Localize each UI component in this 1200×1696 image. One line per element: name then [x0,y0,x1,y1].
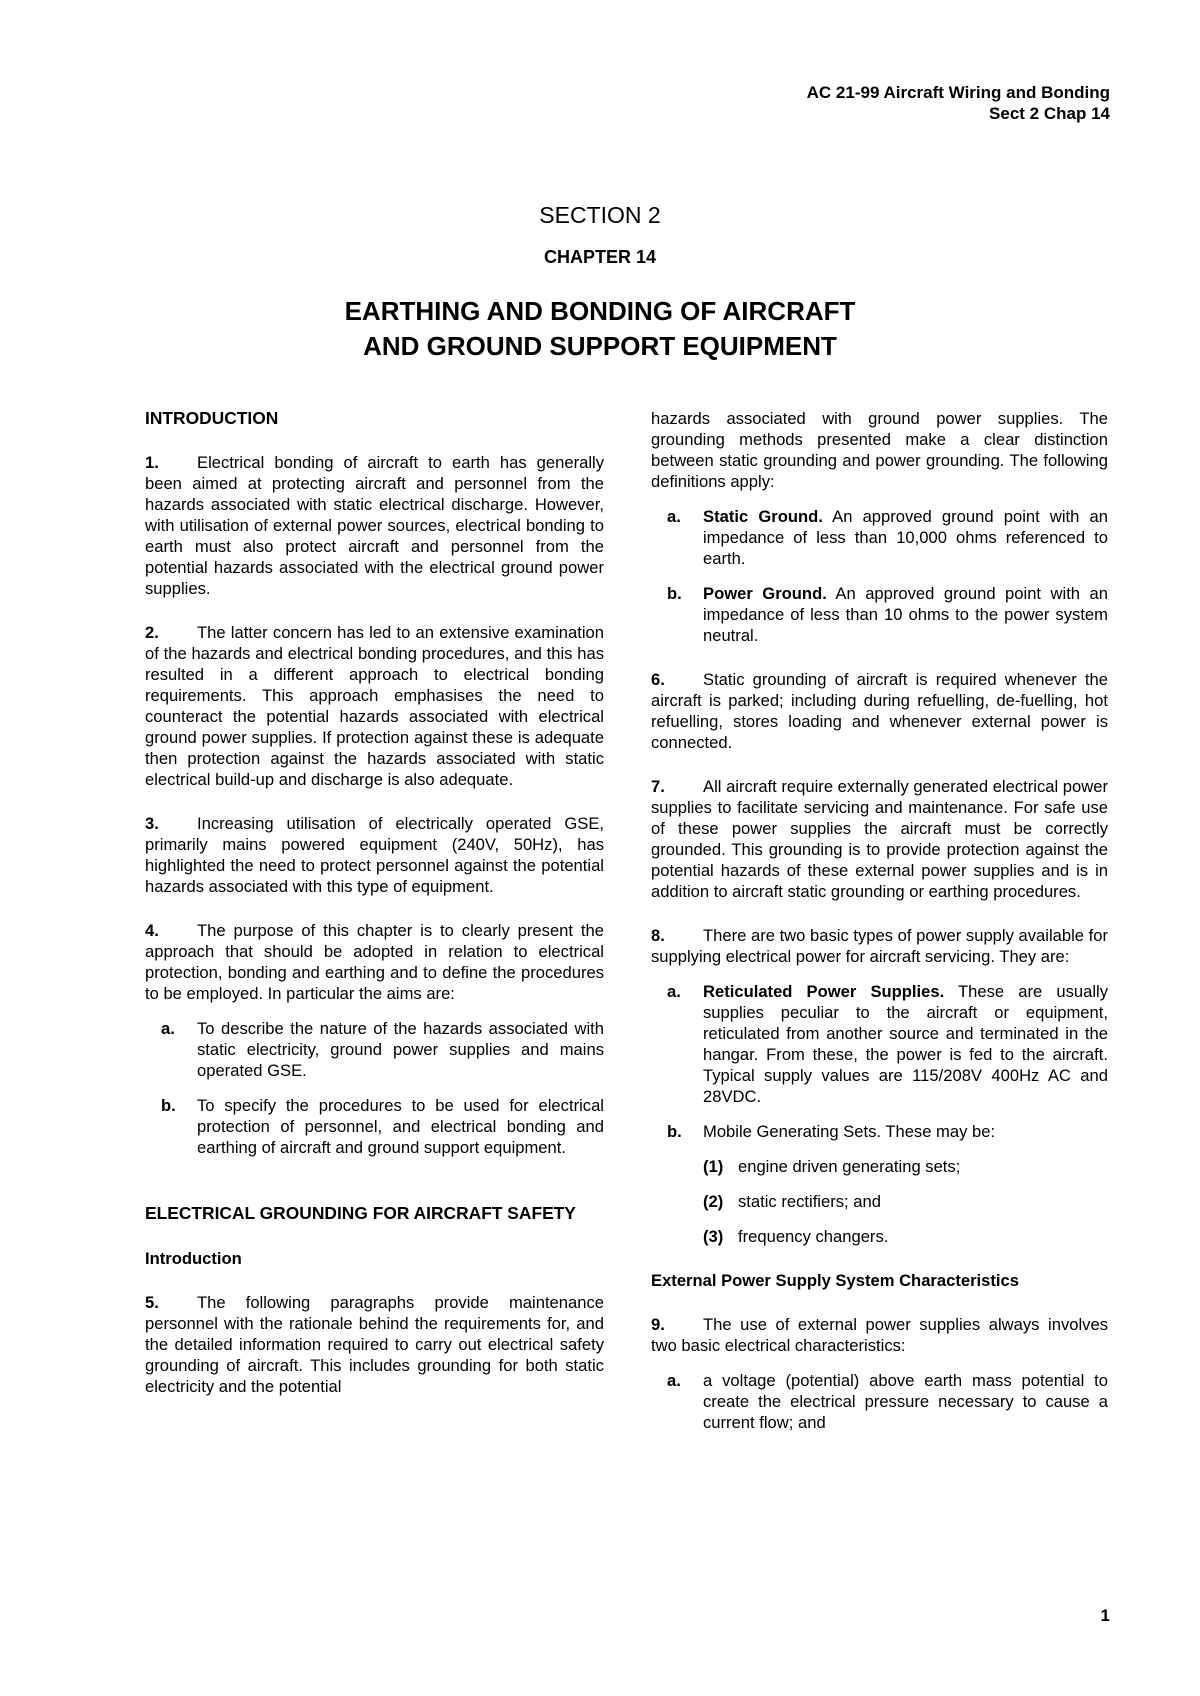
subheading-introduction: Introduction [145,1249,242,1268]
item-label: a. [667,982,681,1001]
paragraph-text: The purpose of this chapter is to clearly present the approach that should be adopted in relation to electrical protection, bonding and earthing and to define the procedures to be employed. In particular the aims are: [145,921,604,1003]
paragraph-number: 7. [651,777,665,796]
paragraph-text: The latter concern has led to an extensive examination of the hazards and electrical bonding procedures, and this has resulted in a different approach to electrical bonding requirements. This approach emphasises the need to counteract the potential hazards associated with electrical ground power supplies. If protection against these is adequate then protection against the hazards associated with static electrical build-up and discharge is also adequate. [145,623,604,789]
paragraph-number: 2. [145,623,159,642]
item-text: These are usually supplies peculiar to the aircraft or equipment, reticulated from another source and terminated in the hangar. From these, the power is fed to the aircraft. Typical supply values are 115/208V 400Hz AC and 28VDC. [703,982,1108,1106]
left-column [145,408,604,1420]
running-header [807,82,1110,124]
paragraph-text: Electrical bonding of aircraft to earth has generally been aimed at protecting aircraft and personnel from the hazards associated with static electrical discharge. However, with utilisation of external power sources, electrical bonding to earth must also protect aircraft and personnel from the potential hazards associated with the electrical ground power supplies. [145,453,604,598]
header-document-title: AC 21-99 Aircraft Wiring and Bonding [806,83,1110,102]
paragraph-text: The following paragraphs provide maintenance personnel with the rationale behind the requirements for, and the detailed information required to carry out electrical safety grounding of aircraft. This includes grounding for both static electricity and the potential [145,1293,604,1396]
paragraph-3 [145,813,604,897]
section-title: SECTION 2 [539,202,661,228]
item-label: (2) [703,1192,724,1211]
item-label: b. [667,584,682,603]
list-item-8b [651,1121,1108,1142]
item-text: engine driven generating sets; [738,1157,961,1176]
item-text: Mobile Generating Sets. These may be: [703,1122,996,1141]
item-lead: Static Ground. [703,507,823,526]
list-item-8b-2 [651,1191,1108,1212]
item-text: An approved ground point with an impedance of less than 10 ohms to the power system neutral. [703,584,1108,645]
paragraph-7 [651,776,1108,902]
list-item-8b-1 [651,1156,1108,1177]
paragraph-5-continued: hazards associated with ground power supplies. The grounding methods presented make a clear distinction between static grounding and power grounding. The following definitions apply: [651,409,1108,491]
paragraph-number: 1. [145,453,159,472]
item-label: a. [667,1371,681,1390]
list-item-4a [145,1018,604,1081]
main-title-line-1: EARTHING AND BONDING OF AIRCRAFT [344,296,856,326]
paragraph-6 [651,669,1108,753]
paragraph-number: 3. [145,814,159,833]
header-section-chapter: Sect 2 Chap 14 [989,104,1110,123]
chapter-main-title [0,294,1200,364]
item-label: b. [161,1096,176,1115]
paragraph-number: 8. [651,926,665,945]
item-label: a. [161,1019,175,1038]
list-item-8a [651,981,1108,1107]
item-text: An approved ground point with an impedance of less than 10,000 ohms referenced to earth. [703,507,1108,568]
subheading-external-power: External Power Supply System Characteristics [651,1271,1019,1290]
paragraph-number: 9. [651,1315,665,1334]
item-text: a voltage (potential) above earth mass potential to create the electrical pressure necessary to cause a current flow; and [703,1371,1108,1432]
paragraph-9 [651,1314,1108,1356]
right-column [651,408,1108,1447]
paragraph-number: 4. [145,921,159,940]
item-lead: Power Ground. [703,584,827,603]
item-label: (1) [703,1157,724,1176]
paragraph-8 [651,925,1108,967]
heading-introduction: INTRODUCTION [145,408,279,428]
paragraph-1 [145,452,604,599]
heading-electrical-grounding: ELECTRICAL GROUNDING FOR AIRCRAFT SAFETY [145,1203,576,1223]
item-label: (3) [703,1227,724,1246]
paragraph-text: Static grounding of aircraft is required whenever the aircraft is parked; including during refuelling, de-fuelling, hot refuelling, stores loading and whenever external power is connected. [651,670,1108,752]
paragraph-number: 6. [651,670,665,689]
item-text: static rectifiers; and [738,1192,881,1211]
item-lead: Reticulated Power Supplies. [703,982,945,1001]
paragraph-text: There are two basic types of power supply available for supplying electrical power for aircraft servicing. They are: [651,926,1108,966]
item-label: a. [667,507,681,526]
paragraph-2 [145,622,604,790]
item-text: frequency changers. [738,1227,889,1246]
list-item-5a [651,506,1108,569]
list-item-4b [145,1095,604,1158]
title-block [0,200,1200,364]
item-text: To describe the nature of the hazards associated with static electricity, ground power supplies and mains operated GSE. [197,1019,604,1080]
item-text: To specify the procedures to be used for electrical protection of personnel, and electrical bonding and earthing of aircraft and ground support equipment. [197,1096,604,1157]
main-title-line-2: AND GROUND SUPPORT EQUIPMENT [363,331,837,361]
list-item-5b [651,583,1108,646]
paragraph-4 [145,920,604,1004]
list-item-9a [651,1370,1108,1433]
item-label: b. [667,1122,682,1141]
chapter-title: CHAPTER 14 [543,247,657,267]
paragraph-text: Increasing utilisation of electrically operated GSE, primarily mains powered equipment (240V, 50Hz), has highlighted the need to protect personnel against the potential hazards associated with this type of equipment. [145,814,604,896]
paragraph-5 [145,1292,604,1397]
list-item-8b-3 [651,1226,1108,1247]
paragraph-text: The use of external power supplies always involves two basic electrical characteristics: [651,1315,1108,1355]
page-number: 1 [1100,1606,1110,1625]
paragraph-number: 5. [145,1293,159,1312]
paragraph-text: All aircraft require externally generated electrical power supplies to facilitate servicing and maintenance. For safe use of these power supplies the aircraft must be correctly grounded. This grounding is to provide protection against the potential hazards of these external power supplies and is in addition to aircraft static grounding or earthing procedures. [651,777,1108,901]
